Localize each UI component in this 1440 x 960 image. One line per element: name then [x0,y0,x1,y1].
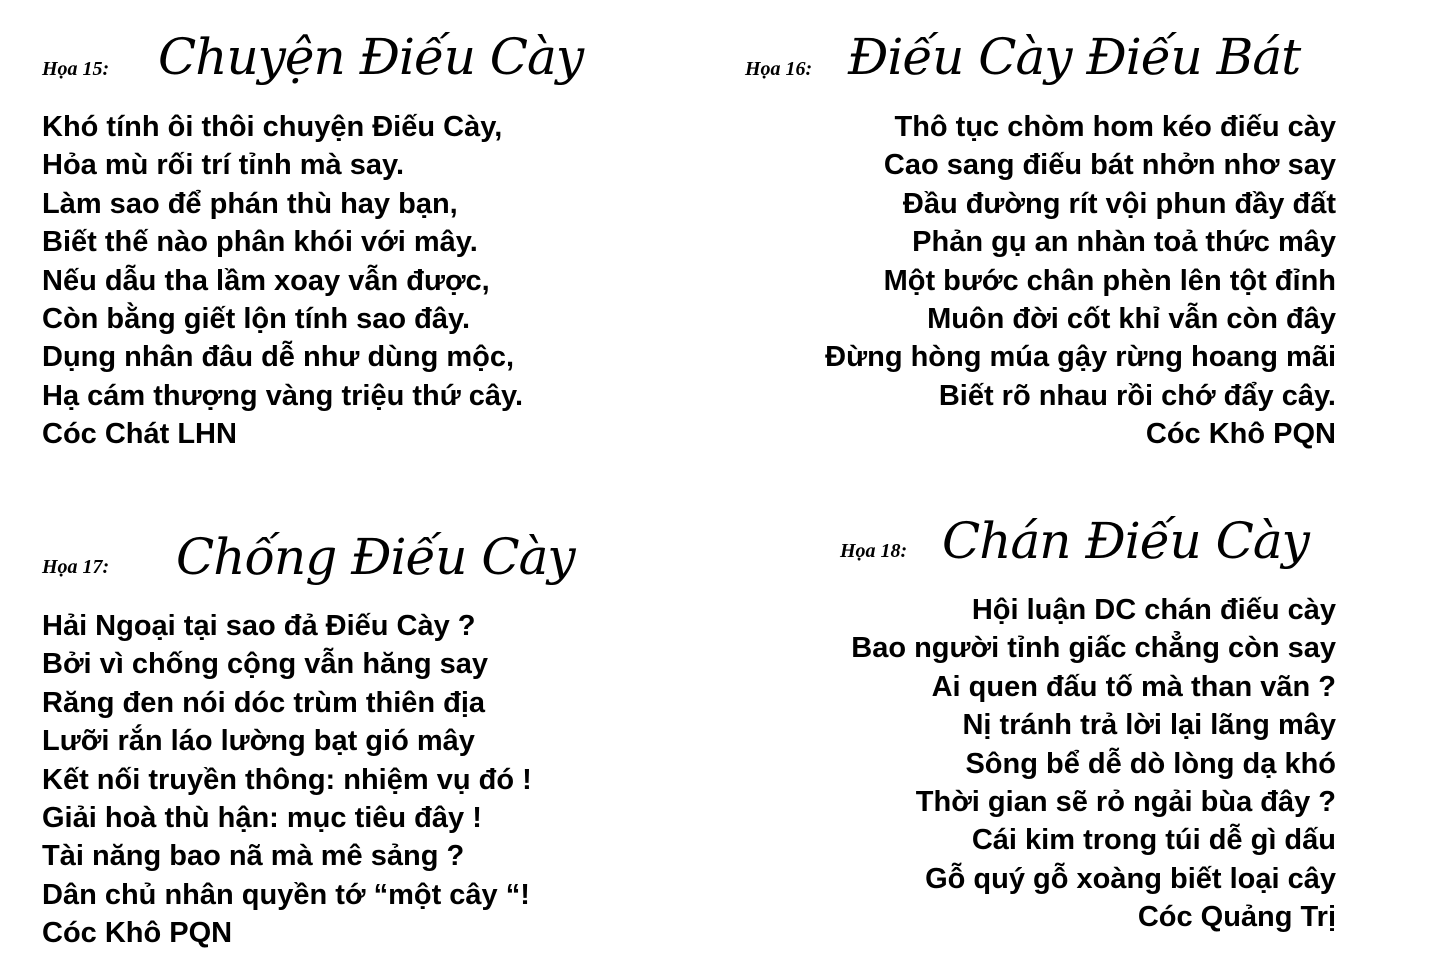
poem-line: Đừng hòng múa gậy rừng hoang mãi [825,341,1336,374]
poem-label: Họa 17: [42,556,110,578]
poem-line: Dụng nhân đâu dễ như dùng mộc, [42,341,515,374]
poem-line: Khó tính ôi thôi chuyện Điếu Cày, [42,111,503,143]
poem-title: Điếu Cày Điếu Bát [848,28,1301,86]
poem-line: Lưỡi rắn láo lường bạt gió mây [42,725,475,758]
poem-lines [825,108,1336,454]
poem-line: Phản gụ an nhàn toả thức mây [912,226,1336,259]
poem-line: Bao người tỉnh giấc chẳng còn say [851,632,1336,665]
poem-line: Sông bể dễ dò lòng dạ khó [965,747,1336,780]
poem-line: Biết thế nào phân khói với mây. [42,226,478,259]
poem-author: Cóc Khô PQN [42,917,233,950]
poem-label: Họa 16: [745,58,813,80]
poem-hoa-17 [0,480,720,960]
poem-hoa-18 [720,480,1440,960]
poem-label: Họa 18: [840,540,908,562]
poem-author: Cóc Quảng Trị [1137,901,1336,934]
poem-line: Thô tục chòm hom kéo điếu cày [894,111,1336,143]
poem-hoa-16 [720,0,1440,480]
poem-line: Hạ cám thượng vàng triệu thứ cây. [42,379,524,412]
poem-line: Đầu đường rít vội phun đầy đất [902,187,1336,220]
poem-line: Hội luận DC chán điếu cày [971,594,1336,626]
poem-author: Cóc Khô PQN [1145,418,1336,451]
poem-line: Thời gian sẽ rỏ ngải bùa đây ? [915,785,1336,818]
poem-line: Kết nối truyền thông: nhiệm vụ đó ! [42,763,532,796]
poem-line: Hỏa mù rối trí tỉnh mà say. [42,149,405,182]
poem-line: Ai quen đấu tố mà than vãn ? [931,670,1336,703]
poem-line: Bởi vì chống cộng vẫn hăng say [42,648,489,681]
poem-line: Dân chủ nhân quyền tớ “một cây “! [42,878,530,911]
poem-lines [42,607,532,953]
poem-line: Còn bằng giết lộn tính sao đây. [42,302,471,335]
poem-title: Chống Điếu Cày [176,528,575,586]
poem-title: Chuyện Điếu Cày [158,28,584,86]
poem-line: Biết rõ nhau rồi chớ đẩy cây. [938,379,1336,412]
poem-line: Cái kim trong túi dễ gì dấu [971,824,1336,857]
poem-line: Làm sao để phán thù hay bạn, [42,187,458,220]
poem-line: Cao sang điếu bát nhởn nhơ say [883,149,1336,182]
poem-line: Hải Ngoại tại sao đả Điếu Cày ? [42,610,476,642]
poem-line: Một bước chân phèn lên tột đỉnh [883,264,1336,297]
poem-hoa-15 [0,0,720,480]
poem-label: Họa 15: [42,58,110,80]
poem-line: Răng đen nói dóc trùm thiên địa [42,686,486,719]
poem-line: Giải hoà thù hận: mục tiêu đây ! [42,801,482,834]
poem-line: Tài năng bao nã mà mê sảng ? [42,840,465,873]
poem-author: Cóc Chát LHN [42,418,237,451]
poem-line: Nếu dẫu tha lầm xoay vẫn được, [42,264,490,297]
poem-line: Nị tránh trả lời lại lãng mây [962,709,1336,742]
poem-lines [851,591,1336,937]
poem-line: Muôn đời cốt khỉ vẫn còn đây [927,302,1336,335]
poem-lines [42,108,523,454]
poem-title: Chán Điếu Cày [942,512,1309,570]
poem-line: Gỗ quý gỗ xoàng biết loại cây [925,862,1336,895]
